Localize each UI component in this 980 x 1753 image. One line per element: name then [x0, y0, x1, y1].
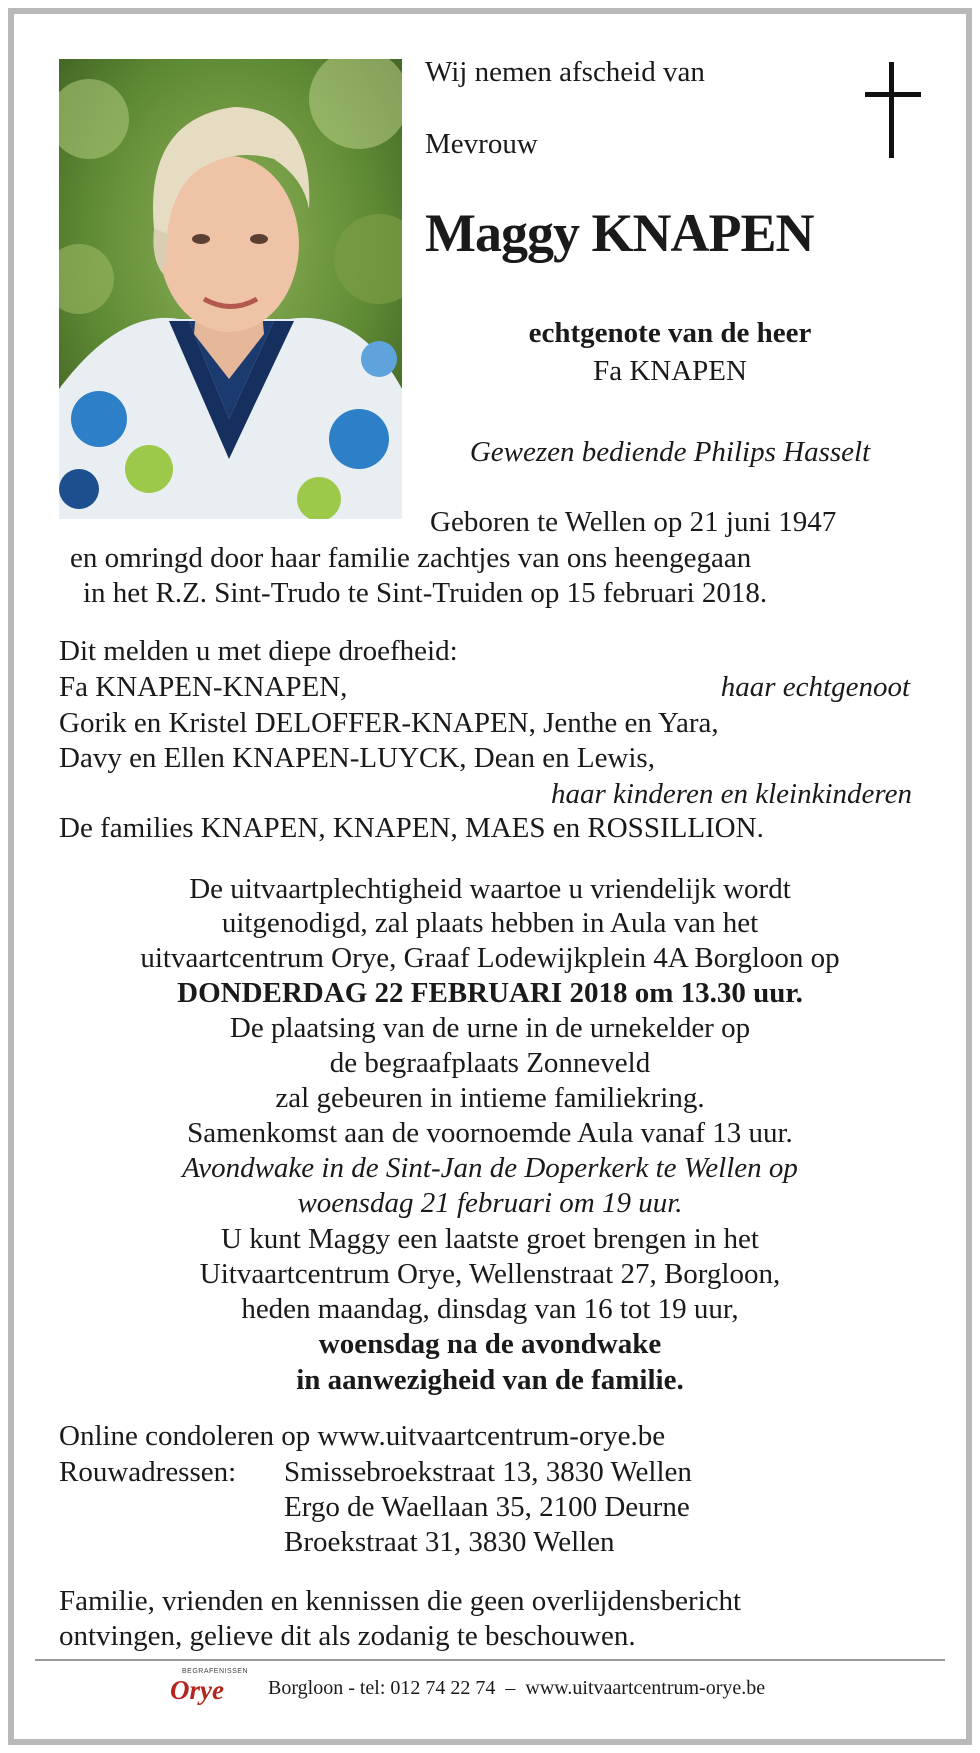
ceremony-line-5: De plaatsing van de urne in de urnekelder op: [229, 1012, 751, 1044]
ceremony-wake-1: Avondwake in de Sint-Jan de Doperkerk te Wellen op: [182, 1152, 798, 1184]
spouse-line-2: Fa KNAPEN: [593, 355, 747, 387]
spouse-line-1: echtgenote van de heer: [528, 317, 812, 349]
portrait-photo: [59, 59, 402, 519]
ceremony-line-12: Uitvaartcentrum Orye, Wellenstraat 27, Borgloon,: [199, 1258, 781, 1290]
ceremony-line-6: de begraafplaats Zonneveld: [329, 1047, 651, 1079]
ceremony-line-13: heden maandag, dinsdag van 16 tot 19 uur,: [241, 1293, 739, 1325]
family-others: De families KNAPEN, KNAPEN, MAES en ROSSILLION.: [59, 812, 764, 844]
ceremony-date: DONDERDAG 22 FEBRUARI 2018 om 13.30 uur.: [177, 977, 803, 1009]
closing-line-2: ontvingen, gelieve dit als zodanig te beschouwen.: [59, 1620, 636, 1652]
orye-logo: [168, 1668, 249, 1706]
ceremony-line-2: uitgenodigd, zal plaats hebben in Aula van het: [221, 907, 759, 939]
family-intro: Dit melden u met diepe droefheid:: [59, 635, 458, 667]
address-1: Smissebroekstraat 13, 3830 Wellen: [284, 1456, 692, 1488]
ceremony-line-15: in aanwezigheid van de familie.: [296, 1364, 684, 1396]
logo-wordmark: Orye: [170, 1675, 224, 1705]
ceremony-line-14: woensdag na de avondwake: [318, 1328, 662, 1360]
birth-line-3: in het R.Z. Sint-Trudo te Sint-Truiden op 15 februari 2018.: [83, 577, 768, 609]
footer-info: Borgloon - tel: 012 74 22 74 – www.uitvaartcentrum-orye.be: [268, 1677, 766, 1699]
online-condolences: Online condoleren op www.uitvaartcentrum-orye.be: [59, 1420, 666, 1452]
salutation: Mevrouw: [425, 128, 538, 160]
family-child-2: Davy en Ellen KNAPEN-LUYCK, Dean en Lewis,: [59, 742, 655, 774]
ceremony-line-11: U kunt Maggy een laatste groet brengen in het: [221, 1223, 759, 1255]
occupation: Gewezen bediende Philips Hasselt: [469, 436, 871, 468]
address-2: Ergo de Waellaan 35, 2100 Deurne: [284, 1491, 690, 1523]
family-child-1: Gorik en Kristel DELOFFER-KNAPEN, Jenthe en Yara,: [59, 707, 719, 739]
address-3: Broekstraat 31, 3830 Wellen: [284, 1526, 615, 1558]
ceremony-line-7: zal gebeuren in intieme familiekring.: [275, 1082, 705, 1114]
ceremony-line-8: Samenkomst aan de voornoemde Aula vanaf 13 uur.: [187, 1117, 793, 1149]
ceremony-wake-2: woensdag 21 februari om 19 uur.: [297, 1187, 683, 1219]
family-spouse: Fa KNAPEN-KNAPEN,: [59, 671, 348, 703]
cross-icon: [865, 62, 921, 158]
intro-text: Wij nemen afscheid van: [425, 56, 705, 88]
ceremony-line-3: uitvaartcentrum Orye, Graaf Lodewijkplein 4A Borgloon op: [140, 942, 840, 974]
family-children-role: haar kinderen en kleinkinderen: [550, 778, 912, 810]
family-spouse-role: haar echtgenoot: [720, 671, 910, 703]
addresses-label: Rouwadressen:: [59, 1456, 237, 1488]
deceased-name: Maggy KNAPEN: [425, 203, 814, 263]
ceremony-line-1: De uitvaartplechtigheid waartoe u vriendelijk wordt: [189, 873, 791, 905]
birth-line-1: Geboren te Wellen op 21 juni 1947: [430, 506, 837, 538]
closing-line-1: Familie, vrienden en kennissen die geen overlijdensbericht: [59, 1585, 742, 1617]
logo-subtitle: BEGRAFENISSEN: [182, 1668, 249, 1675]
birth-line-2: en omringd door haar familie zachtjes van ons heengegaan: [70, 542, 752, 574]
footer-divider: [35, 1659, 945, 1661]
